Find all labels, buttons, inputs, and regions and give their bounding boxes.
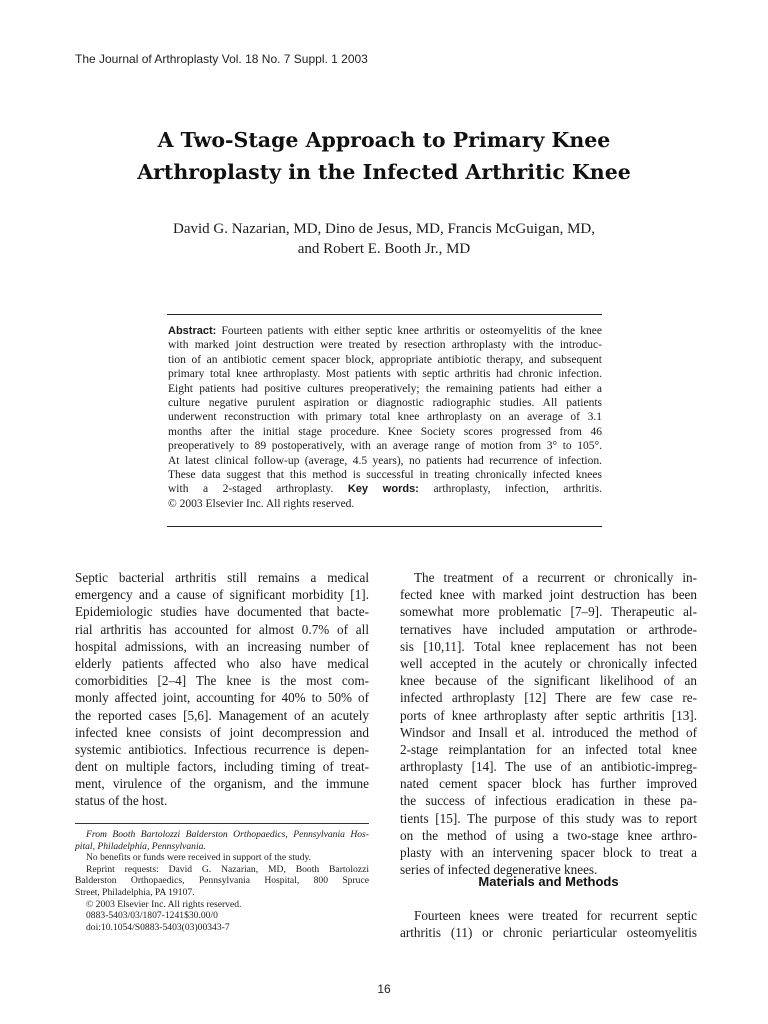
body-line: nated cement spacer block has further improved bbox=[400, 776, 697, 792]
keywords-label: Key words: bbox=[347, 483, 419, 496]
footnotes bbox=[75, 829, 369, 933]
body-line: hospital admissions, with an increasing number of bbox=[75, 638, 369, 654]
body-line: infected arthroplasty [12] There are few case re- bbox=[400, 690, 697, 706]
page-number: 16 bbox=[377, 982, 391, 996]
footnote-line: Reprint requests: David G. Nazarian, MD, Booth Bartolozzi bbox=[86, 863, 369, 875]
body-line: somewhat more problematic [7–9]. Therapeutic al- bbox=[400, 604, 697, 620]
body-line: arthritis (11) or chronic periarticular osteomyelitis bbox=[400, 925, 697, 941]
body-line: ports of knee arthroplasty after septic arthritis [13]. bbox=[400, 707, 697, 723]
abstract-top-rule bbox=[167, 314, 602, 315]
methods-paragraph bbox=[400, 907, 697, 941]
abstract-line: with marked joint destruction were treated by resection arthroplasty with the introduc- bbox=[168, 339, 602, 352]
abstract-line: underwent reconstruction with primary total knee arthroplasty on an average of 3.1 bbox=[168, 411, 602, 424]
footnote-line: Street, Philadelphia, PA 19107. bbox=[75, 886, 195, 898]
author-list bbox=[90, 219, 678, 259]
abstract-line bbox=[168, 324, 602, 338]
body-line: emergency and a cause of significant morbidity [1]. bbox=[75, 587, 369, 603]
body-line: knee because of the significant likelihood of an bbox=[400, 673, 697, 689]
body-line: dent on multiple factors, including timing of treat- bbox=[75, 759, 369, 775]
abstract-line: primary total knee arthroplasty. Most patients with septic arthritis had chronic infection. bbox=[168, 368, 602, 381]
body-line: monly affected joint, accounting for 40% to 50% of bbox=[75, 690, 369, 706]
footnote-rule bbox=[75, 823, 369, 824]
body-line: series of infected degenerative knees. bbox=[400, 862, 598, 878]
body-line: tients [15]. The purpose of this study was to report bbox=[400, 810, 697, 826]
body-line: the reported cases [5,6]. Management of an acutely bbox=[75, 707, 369, 723]
footnote-line: © 2003 Elsevier Inc. All rights reserved. bbox=[86, 898, 242, 910]
title-line: A Two-Stage Approach to Primary Knee bbox=[157, 128, 611, 152]
abstract-keywords-line bbox=[168, 482, 602, 496]
body-line: Septic bacterial arthritis still remains a medical bbox=[75, 570, 369, 585]
abstract-label: Abstract: bbox=[168, 325, 217, 337]
body-line: the success of infectious eradication in these pa- bbox=[400, 793, 697, 809]
body-line: systemic antibiotics. Infectious recurrence is depen- bbox=[75, 741, 369, 757]
body-line: elderly patients affected who also have medical bbox=[75, 655, 369, 671]
abstract-bottom-rule bbox=[167, 526, 602, 527]
abstract-line: preoperatively to 89 postoperatively, with an average range of motion from 3° to 105°. bbox=[168, 440, 602, 453]
footnote-line: From Booth Bartolozzi Balderston Orthopaedics, Pennsylvania Hos- bbox=[86, 829, 369, 840]
author-line: David G. Nazarian, MD, Dino de Jesus, MD, Francis McGuigan, MD, bbox=[172, 221, 595, 237]
body-line: The treatment of a recurrent or chronically in- bbox=[414, 570, 697, 585]
abstract-line: At latest clinical follow-up (average, 4.5 years), no patients had recurrence of infection. bbox=[168, 454, 602, 467]
journal-header: The Journal of Arthroplasty Vol. 18 No. 7 Suppl. 1 2003 bbox=[75, 52, 368, 66]
body-line: plasty with an intervening spacer block to treat a bbox=[400, 845, 697, 860]
article-title bbox=[60, 124, 708, 188]
body-line: status of the host. bbox=[75, 793, 168, 809]
abstract-line: These data suggest that this method is successful in treating chronically infected knees bbox=[168, 468, 602, 481]
body-line: comorbidities [2–4] The knee is the most com- bbox=[75, 673, 369, 689]
footnote-line: doi:10.1054/S0883-5403(03)00343-7 bbox=[86, 921, 230, 933]
footnote-line: pital, Philadelphia, Pennsylvania. bbox=[75, 840, 206, 852]
abstract-line: culture negative purulent aspiration or diagnostic radiographic studies. All patients bbox=[168, 396, 602, 409]
title-line: Arthroplasty in the Infected Arthritic Knee bbox=[137, 160, 631, 184]
body-line: Epidemiologic studies have documented that bacte- bbox=[75, 604, 369, 620]
abstract-block bbox=[168, 324, 602, 511]
body-line: Windsor and Insall et al. introduced the method of bbox=[400, 724, 697, 740]
body-line: fected knee with marked joint destruction has been bbox=[400, 587, 697, 603]
abstract-line: tion of an antibiotic cement spacer block, appropriate antibiotic therapy, and subsequent bbox=[168, 353, 602, 366]
left-column-paragraph bbox=[75, 569, 369, 810]
body-line: 2-stage reimplantation for an infected total knee bbox=[400, 741, 697, 757]
body-line: rial arthritis has accounted for almost 0.7% of all bbox=[75, 621, 369, 637]
body-line: well accepted in the acutely or chronically infected bbox=[400, 655, 697, 671]
abstract-copyright: © 2003 Elsevier Inc. All rights reserved. bbox=[168, 497, 355, 510]
author-line: and Robert E. Booth Jr., MD bbox=[297, 241, 471, 257]
keywords-text: arthroplasty, infection, arthritis. bbox=[433, 483, 602, 496]
body-line: sis [10,11]. Total knee replacement has not been bbox=[400, 638, 697, 654]
body-line: ment, virulence of the organism, and the immune bbox=[75, 776, 369, 792]
footnote-line: Balderston Orthopaedics, Pennsylvania Hospital, 800 Spruce bbox=[75, 875, 369, 887]
section-heading: Materials and Methods bbox=[478, 874, 619, 889]
footnote-line: No benefits or funds were received in support of the study. bbox=[86, 852, 312, 864]
body-line: arthroplasty [14]. The use of an antibiotic-impreg- bbox=[400, 759, 697, 775]
footnote-line: 0883-5403/03/1807-1241$30.00/0 bbox=[86, 910, 218, 922]
body-line: infected knee consists of joint decompression and bbox=[75, 724, 369, 740]
abstract-line: Eight patients had positive cultures preoperatively; the remaining patients had either a bbox=[168, 382, 602, 395]
body-line: ternatives have included amputation or arthrode- bbox=[400, 621, 697, 637]
body-line: Fourteen knees were treated for recurrent septic bbox=[414, 908, 697, 923]
body-line: on the method of using a two-stage knee arthro- bbox=[400, 827, 697, 843]
right-column-paragraph bbox=[400, 569, 697, 878]
abstract-line: months after the initial stage procedure. Knee Society scores progressed from 46 bbox=[168, 425, 602, 438]
abstract-text: Fourteen patients with either septic knee arthritis or osteomyelitis of the knee bbox=[221, 325, 602, 337]
abstract-text: with a 2-staged arthroplasty. bbox=[168, 483, 334, 496]
